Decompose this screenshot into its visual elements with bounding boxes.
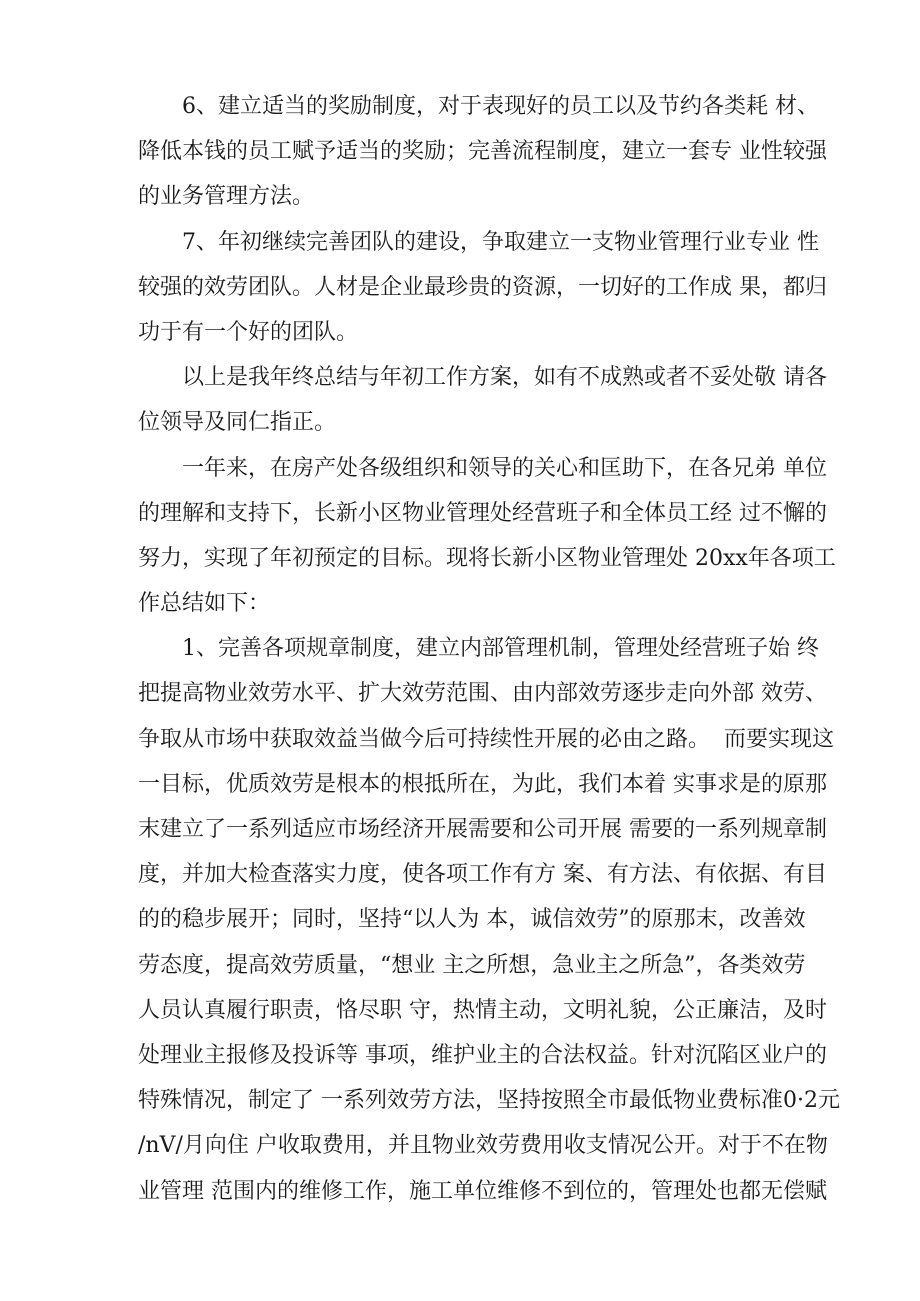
text-line: /nV/月向住 户收取费用，并且物业效劳费用收支情况公开。对于不在物 [138,1133,828,1159]
text-line: 争取从市场中获取效益当做今后可持续性开展的必由之路。 而要实现这 [138,726,834,752]
text-line: 人员认真履行职责，恪尽职 守，热情主动，文明礼貌，公正廉洁，及时 [138,997,827,1023]
text-line: 特殊情况，制定了 一系列效劳方法，坚持按照全市最低物业费标准0·2元 [138,1088,840,1114]
text-line: 末建立了一系列适应市场经济开展需要和公司开展 需要的一系列规章制 [138,817,827,842]
text-line: 降低本钱的员工赋予适当的奖励；完善流程制度，建立一套专 业性较强 [138,139,827,165]
document-body [138,84,840,1214]
paragraph-item-1 [138,626,840,1213]
paragraph-intro [138,446,836,627]
text-line: 较强的效劳团队。人材是企业最珍贵的资源，一切好的工作成 果，都归 [138,274,827,300]
text-line: 把提高物业效劳水平、扩大效劳范围、由内部效劳逐步走向外部 效劳、 [138,681,827,707]
text-line: 劳态度，提高效劳质量，“想业 主之所想，急业主之所急”，各类效劳 [138,952,806,978]
text-line: 努力，实现了年初预定的目标。现将长新小区物业管理处 20xx年各项工 [138,545,836,571]
text-line: 以上是我年终总结与年初工作方案，如有不成熟或者不妥处敬 请各 [182,365,827,391]
text-line: 作总结如下： [138,591,271,617]
text-line: 一年来，在房产处各级组织和领导的关心和匡助下，在各兄弟 单位 [182,455,827,481]
text-line: 1、完善各项规章制度，建立内部管理机制，管理处经营班子始 终 [182,636,819,662]
text-line: 一目标，优质效劳是根本的根抵所在，为此，我们本着 实事求是的原那 [138,771,827,797]
text-line: 功于有一个好的团队。 [138,319,359,345]
text-line: 业管理 范围内的维修工作，施工单位维修不到位的，管理处也都无偿赋 [138,1178,827,1204]
text-line: 的理解和支持下，长新小区物业管理处经营班子和全体员工经 过不懈的 [138,500,827,526]
text-line: 6、建立适当的奖励制度，对于表现好的员工以及节约各类耗 材、 [182,94,819,119]
text-line: 处理业主报修及投诉等 事项，维护业主的合法权益。针对沉陷区业户的 [138,1042,827,1068]
paragraph-summary [138,355,827,445]
text-line: 位领导及同仁指正。 [138,410,337,436]
text-line: 度，并加大检查落实力度，使各项工作有方 案、有方法、有依据、有目 [138,862,827,888]
text-line: 7、年初继续完善团队的建设，争取建立一支物业管理行业专业 性 [182,229,819,255]
text-line: 的的稳步展开；同时，坚持“以人为 本，诚信效劳”的原那末，改善效 [138,907,806,933]
paragraph-item-6 [138,84,827,220]
paragraph-item-7 [138,220,827,356]
text-line: 的业务管理方法。 [138,184,315,210]
